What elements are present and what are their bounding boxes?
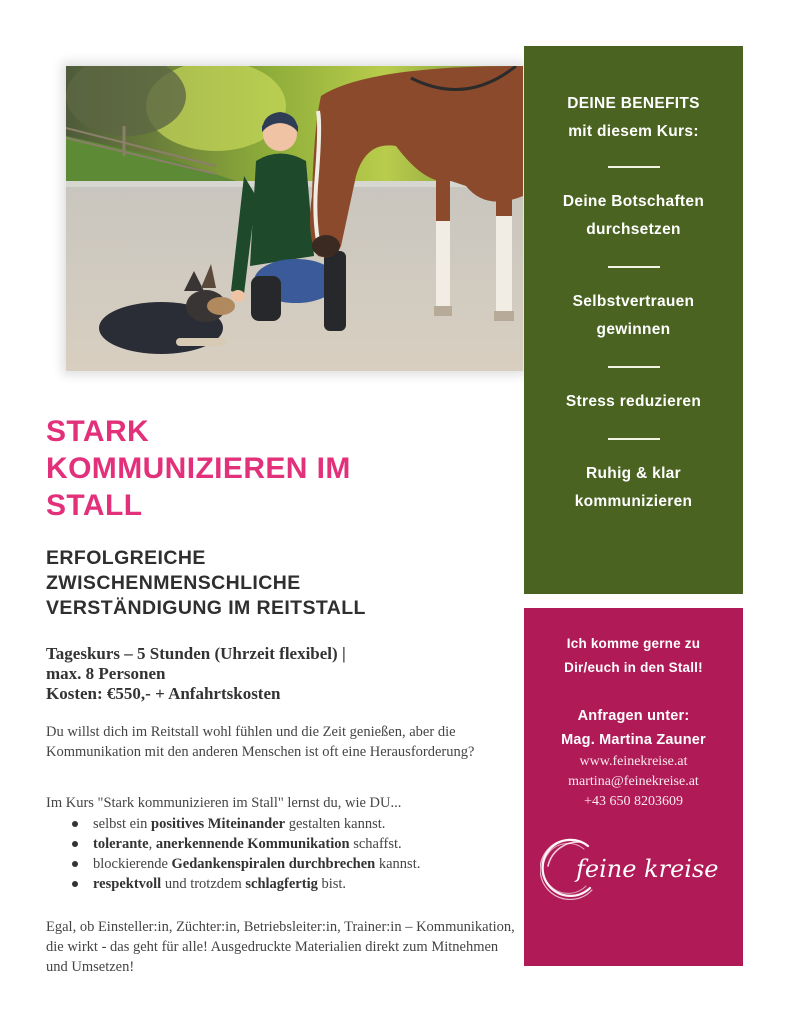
benefit-item [524,288,743,344]
feine-kreise-logo [540,836,730,900]
item-text: blockierende [93,856,172,872]
list-item [46,874,516,894]
logo-text: feine kreise [576,855,719,883]
bullet-icon [72,881,78,887]
title-line: STALL [46,489,143,522]
contact-invite-line: Dir/euch in den Stall! [564,660,703,675]
item-text: gestalten kannst. [285,816,386,832]
closing-paragraph: Egal, ob Einsteller:in, Züchter:in, Betriebsleiter:in, Trainer:in – Kommunikation, die wirkt - das geht für alle! Ausgedruckte Materialien direkt zum Mitnehmen und Umsetzen! [46,919,515,975]
page-subtitle [46,546,496,621]
list-item [46,814,516,834]
benefit-item [524,188,743,244]
subtitle-line: ZWISCHENMENSCHLICHE [46,572,301,594]
divider [608,166,660,168]
bullet-icon [72,821,78,827]
item-text: und trotzdem [161,876,246,892]
benefit-text: Stress reduzieren [565,393,702,410]
contact-invite-line: Ich komme gerne zu [566,636,701,651]
item-emphasis: anerkennende Kommunikation [155,836,350,852]
divider [608,438,660,440]
course-capacity: max. 8 Personen [46,664,166,683]
item-emphasis: tolerante [93,836,149,852]
benefits-heading [524,90,743,146]
benefit-item [524,388,743,416]
benefit-text: durchsetzen [586,221,681,238]
contact-name: Mag. Martina Zauner [561,732,706,748]
item-text: kannst. [375,856,421,872]
benefits-panel [524,46,743,594]
item-text: bist. [317,876,347,892]
item-text: selbst ein [93,816,151,832]
benefits-heading-line: DEINE BENEFITS [567,95,700,112]
circle-brush-icon [540,836,730,900]
course-duration: Tageskurs – 5 Stunden (Uhrzeit flexibel) | [46,644,346,663]
item-text: , [148,836,156,852]
benefit-text: Deine Botschaften [562,193,705,210]
hero-photo-illustration [66,66,523,371]
course-facts [46,644,506,704]
item-text: schaffst. [349,836,402,852]
list-item [46,854,516,874]
contact-panel [524,608,743,966]
subtitle-line: ERFOLGREICHE [46,547,206,569]
benefit-text: gewinnen [596,321,671,338]
course-cost: Kosten: €550,- + Anfahrtskosten [46,684,281,703]
subtitle-line: VERSTÄNDIGUNG IM REITSTALL [46,597,366,619]
page-title [46,413,486,524]
divider [608,266,660,268]
intro-paragraph: Du willst dich im Reitstall wohl fühlen und die Zeit genießen, aber die Kommunikation mit den anderen Menschen ist oft eine Herausforderung? [46,724,475,760]
bullet-icon [72,861,78,867]
hero-photo [66,66,523,371]
title-line: KOMMUNIZIEREN IM [46,452,351,485]
list-item [46,834,516,854]
item-emphasis: respektvoll [93,876,162,892]
phone-link[interactable]: +43 650 8203609 [584,794,683,809]
email-link[interactable]: martina@feinekreise.at [568,774,699,789]
benefit-text: Ruhig & klar [586,465,681,482]
course-lead-text: Im Kurs "Stark kommunizieren im Stall" lernst du, wie DU... [46,795,402,811]
benefit-item [524,460,743,516]
bullet-icon [72,841,78,847]
benefit-text: kommunizieren [574,493,693,510]
benefits-heading-line: mit diesem Kurs: [568,123,699,140]
learning-goals-list [46,814,516,894]
item-emphasis: positives Miteinander [151,816,286,832]
item-emphasis: Gedankenspiralen durchbrechen [171,856,376,872]
divider [608,366,660,368]
website-link[interactable]: www.feinekreise.at [579,754,688,769]
title-line: STARK [46,415,150,448]
benefit-text: Selbstvertrauen [572,293,695,310]
inquiry-label: Anfragen unter: [577,708,690,724]
item-emphasis: schlagfertig [245,876,318,892]
